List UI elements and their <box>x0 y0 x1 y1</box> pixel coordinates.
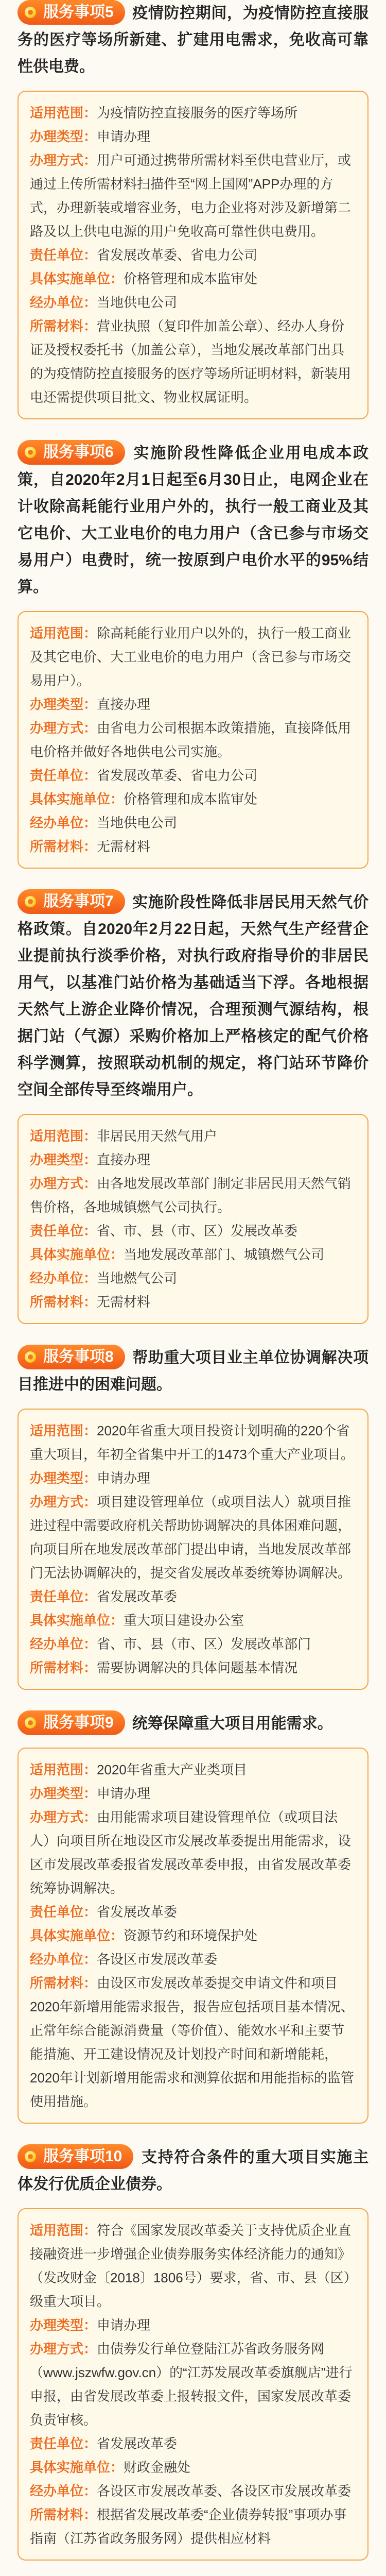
service-item-headline <box>17 1345 369 1398</box>
detail-label: 所需材料： <box>30 839 97 854</box>
detail-label: 具体实施单位： <box>30 271 124 286</box>
service-item-tag-label: 服务事项6 <box>43 444 114 461</box>
detail-row <box>30 1900 356 1924</box>
detail-row <box>30 1124 356 1148</box>
service-item-details <box>17 1748 369 2124</box>
detail-label: 办理方式： <box>30 1809 97 1825</box>
detail-label: 适用范围： <box>30 2223 97 2238</box>
detail-label: 具体实施单位： <box>30 1613 124 1628</box>
detail-value: 为疫情防控直接服务的医疗等场所 <box>97 105 298 121</box>
detail-label: 办理类型： <box>30 1470 97 1486</box>
detail-label: 所需材料： <box>30 318 97 334</box>
service-item-headline-text: 疫情防控期间，为疫情防控直接服务的医疗等场所新建、扩建用电需求，免收高可靠性供电费。 <box>17 5 369 75</box>
detail-row <box>30 1466 356 1490</box>
detail-label: 适用范围： <box>30 105 97 121</box>
detail-value: 重大项目建设办公室 <box>124 1613 244 1628</box>
detail-value: 省、市、县（市、区）发展改革部门 <box>97 1636 311 1652</box>
detail-value: 省发展改革委、省电力公司 <box>97 768 258 783</box>
service-item-headline-text: 支持符合条件的重大项目实施主体发行优质企业债券。 <box>17 2149 369 2193</box>
detail-label: 适用范围： <box>30 625 97 641</box>
detail-value: 由用能需求项目建设管理单位（或项目法人）向项目所在地设区市发展改革委提出用能需求，设区市发展改革委报省发展改革委申报，由省发展改革委统筹协调解决。 <box>30 1809 352 1896</box>
detail-label: 责任单位： <box>30 768 97 783</box>
detail-row <box>30 125 356 148</box>
service-item-tag <box>17 2144 133 2169</box>
detail-row <box>30 1656 356 1680</box>
detail-value: 省发展改革委 <box>97 2436 178 2451</box>
service-item-headline-text: 帮助重大项目业主单位协调解决项目推进中的困难问题。 <box>17 1349 369 1393</box>
detail-value: 当地供电公司 <box>97 815 178 831</box>
detail-value: 各设区市发展改革委、各设区市发展改革委 <box>97 2483 352 2499</box>
service-item-10 <box>0 2132 386 2569</box>
detail-label: 办理方式： <box>30 1176 97 1191</box>
service-item-details <box>17 1409 369 1690</box>
service-item-headline-text: 统筹保障重大项目用能需求。 <box>132 1715 333 1732</box>
detail-label: 具体实施单位： <box>30 791 124 807</box>
detail-row <box>30 1971 356 2113</box>
detail-label: 办理类型： <box>30 129 97 144</box>
detail-row <box>30 1148 356 1172</box>
detail-value: 2020年省重大项目投资计划明确的220个省重大项目，年初全省集中开工的1473个重大产业项目。 <box>30 1423 354 1462</box>
service-item-headline-text: 实施阶段性降低非居民用天然气价格政策。自2020年2月22日起，天然气生产经营企业提前执行淡季价格，对执行政府指导价的非居民用气，以基准门站价格为基础适当下浮。各地根据天然气上游企业降价情况，合理预测气源结构，根据门站（气源）采购价格加上严格核定的配气价格科学测算，按照联动机制的规定，将门站环节降价空间全部传导至终端用户。 <box>17 894 369 1098</box>
service-item-tag-label: 服务事项8 <box>43 1348 114 1365</box>
service-item-9 <box>0 1698 386 2132</box>
detail-label: 适用范围： <box>30 1128 97 1144</box>
detail-row <box>30 811 356 835</box>
detail-value: 当地燃气公司 <box>97 1270 178 1286</box>
detail-value: 财政金融处 <box>124 2460 191 2475</box>
detail-value: 由省电力公司根据本政策措施，直接降低用电价格并做好各地供电公司实施。 <box>30 720 352 759</box>
detail-label: 具体实施单位： <box>30 1247 124 1262</box>
service-item-tag-label: 服务事项5 <box>43 4 114 21</box>
detail-row <box>30 2337 356 2432</box>
detail-label: 办理方式： <box>30 2341 97 2357</box>
detail-label: 责任单位： <box>30 1904 97 1920</box>
detail-value: 由各地发展改革部门制定非居民用天然气销售价格，各地城镇燃气公司执行。 <box>30 1176 352 1215</box>
detail-label: 责任单位： <box>30 1589 97 1604</box>
service-item-headline <box>17 1710 369 1737</box>
detail-row <box>30 2479 356 2503</box>
detail-value: 2020年省重大产业类项目 <box>97 1762 247 1777</box>
detail-value: 申请办理 <box>97 1470 151 1486</box>
detail-label: 经办单位： <box>30 1952 97 1967</box>
service-item-tag <box>17 889 125 914</box>
detail-label: 办理类型： <box>30 2317 97 2333</box>
bullet-icon <box>25 896 36 907</box>
detail-value: 由设区市发展改革委提交申请文件和项目2020年新增用能需求报告，报告应包括项目基本情况、正常年综合能源消费量（等价值）、能效水平和主要节能措施、开工建设情况及计划投产时间和新增能耗，2020年计划新增用能需求和测算依据和用能指标的监管使用措施。 <box>30 1975 354 2109</box>
detail-label: 适用范围： <box>30 1423 97 1438</box>
detail-row <box>30 692 356 716</box>
detail-label: 所需材料： <box>30 1294 97 1310</box>
detail-value: 无需材料 <box>97 1294 151 1310</box>
service-item-details <box>17 1114 369 1324</box>
detail-row <box>30 787 356 811</box>
detail-value: 无需材料 <box>97 839 151 854</box>
detail-value: 直接办理 <box>97 1152 151 1167</box>
detail-label: 办理方式： <box>30 1494 97 1510</box>
detail-row <box>30 148 356 243</box>
detail-label: 适用范围： <box>30 1762 97 1777</box>
detail-row <box>30 267 356 291</box>
detail-value: 省发展改革委 <box>97 1904 178 1920</box>
detail-row <box>30 2432 356 2455</box>
detail-row <box>30 291 356 314</box>
detail-label: 经办单位： <box>30 295 97 310</box>
detail-label: 责任单位： <box>30 2436 97 2451</box>
detail-value: 申请办理 <box>97 129 151 144</box>
service-item-headline-text: 实施阶段性降低企业用电成本政策，自2020年2月1日起至6月30日止，电网企业在计收除高耗能行业用户外的，执行一般工商业及其它电价、大工业电价的电力用户（含已参与市场交易用户）电费时，统一按原到户电价水平的95%结算。 <box>17 445 369 596</box>
detail-value: 项目建设管理单位（或项目法人）就项目推进过程中需要政府机关帮助协调解决的具体困难问题，向项目所在地发展改革部门提出申请，当地发展改革部门无法协调解决的，提交省发展改革委统筹协调解决。 <box>30 1494 352 1581</box>
service-item-8 <box>0 1332 386 1698</box>
detail-row <box>30 835 356 858</box>
detail-row <box>30 1608 356 1632</box>
detail-row <box>30 716 356 764</box>
detail-label: 办理类型： <box>30 1152 97 1167</box>
detail-value: 申请办理 <box>97 2317 151 2333</box>
service-item-7 <box>0 877 386 1332</box>
service-item-headline <box>17 889 369 1104</box>
detail-row <box>30 1490 356 1585</box>
detail-value: 各设区市发展改革委 <box>97 1952 218 1967</box>
detail-label: 所需材料： <box>30 1660 97 1675</box>
detail-value: 价格管理和成本监审处 <box>124 271 258 286</box>
detail-row <box>30 2218 356 2313</box>
detail-row <box>30 1290 356 1314</box>
service-item-headline <box>17 0 369 80</box>
bullet-icon <box>25 7 36 18</box>
detail-value: 由债券发行单位登陆江苏省政务服务网（www.jszwfw.gov.cn）的“江苏发展改革委旗舰店”进行申报，由省发展改革委上报转报文件，国家发展改革委负责审核。 <box>30 2341 353 2428</box>
detail-row <box>30 1219 356 1243</box>
detail-value: 直接办理 <box>97 697 151 712</box>
detail-row <box>30 1758 356 1782</box>
detail-row <box>30 764 356 787</box>
detail-row <box>30 1419 356 1466</box>
detail-value: 省发展改革委 <box>97 1589 178 1604</box>
detail-row <box>30 1172 356 1219</box>
service-item-6 <box>0 428 386 877</box>
service-item-tag-label: 服务事项7 <box>43 893 114 910</box>
detail-row <box>30 101 356 125</box>
detail-label: 办理方式： <box>30 152 97 168</box>
detail-label: 经办单位： <box>30 2483 97 2499</box>
detail-label: 办理类型： <box>30 697 97 712</box>
detail-value: 用户可通过携带所需材料至供电营业厅，或通过上传所需材料扫描件至“网上国网”APP办理的方式，办理新装或增容业务，电力企业将对涉及新增第二路及以上供电电源的用户免收高可靠性供电费用。 <box>30 152 352 239</box>
detail-row <box>30 1243 356 1266</box>
detail-row <box>30 2455 356 2479</box>
detail-row <box>30 314 356 409</box>
bullet-icon <box>25 2151 36 2162</box>
detail-value: 申请办理 <box>97 1786 151 1801</box>
detail-label: 所需材料： <box>30 1975 97 1991</box>
service-item-tag <box>17 0 125 25</box>
detail-row <box>30 621 356 692</box>
service-item-tag-label: 服务事项9 <box>43 1714 114 1731</box>
detail-row <box>30 1947 356 1971</box>
detail-row <box>30 1266 356 1290</box>
detail-value: 资源节约和环境保护处 <box>124 1928 258 1943</box>
service-item-details <box>17 611 369 869</box>
bullet-icon <box>25 447 36 458</box>
service-item-tag-label: 服务事项10 <box>43 2148 122 2165</box>
detail-row <box>30 1585 356 1608</box>
service-item-details <box>17 2208 369 2561</box>
detail-value: 省、市、县（市、区）发展改革委 <box>97 1223 298 1239</box>
detail-value: 当地供电公司 <box>97 295 178 310</box>
detail-label: 具体实施单位： <box>30 2460 124 2475</box>
detail-row <box>30 2313 356 2337</box>
service-item-headline <box>17 440 369 601</box>
detail-row <box>30 1924 356 1947</box>
service-item-tag <box>17 1710 125 1735</box>
detail-label: 经办单位： <box>30 1636 97 1652</box>
detail-value: 当地发展改革部门、城镇燃气公司 <box>124 1247 325 1262</box>
service-item-details <box>17 91 369 419</box>
detail-value: 根据省发展改革委“企业债券转报”事项办事指南（江苏省政务服务网）提供相应材料 <box>30 2507 347 2546</box>
detail-label: 责任单位： <box>30 247 97 263</box>
detail-value: 非居民用天然气用户 <box>97 1128 218 1144</box>
detail-row <box>30 1632 356 1656</box>
detail-value: 价格管理和成本监审处 <box>124 791 258 807</box>
detail-value: 营业执照（复印件加盖公章）、经办人身份证及授权委托书（加盖公章），当地发展改革部门出具的为疫情防控直接服务的医疗等场所证明材料，新装用电还需提供项目批文、物业权属证明。 <box>30 318 352 405</box>
detail-label: 经办单位： <box>30 815 97 831</box>
detail-row <box>30 1782 356 1805</box>
detail-label: 办理方式： <box>30 720 97 736</box>
detail-label: 经办单位： <box>30 1270 97 1286</box>
detail-label: 所需材料： <box>30 2507 97 2522</box>
detail-row <box>30 1805 356 1900</box>
service-item-5 <box>0 0 386 428</box>
detail-value: 符合《国家发展改革委关于支持优质企业直接融资进一步增强企业债券服务实体经济能力的通知》（发改财金〔2018〕1806号）要求，省、市、县（区）级重大项目。 <box>30 2223 352 2309</box>
service-item-tag <box>17 440 125 465</box>
detail-value: 省发展改革委、省电力公司 <box>97 247 258 263</box>
detail-row <box>30 243 356 267</box>
detail-label: 办理类型： <box>30 1786 97 1801</box>
detail-value: 需要协调解决的具体问题基本情况 <box>97 1660 298 1675</box>
detail-row <box>30 2503 356 2550</box>
service-item-tag <box>17 1345 125 1369</box>
bullet-icon <box>25 1351 36 1363</box>
bullet-icon <box>25 1717 36 1728</box>
detail-label: 责任单位： <box>30 1223 97 1239</box>
service-item-headline <box>17 2144 369 2198</box>
detail-value: 除高耗能行业用户以外的，执行一般工商业及其它电价、大工业电价的电力用户（含已参与市场交易用户）。 <box>30 625 352 688</box>
detail-label: 具体实施单位： <box>30 1928 124 1943</box>
